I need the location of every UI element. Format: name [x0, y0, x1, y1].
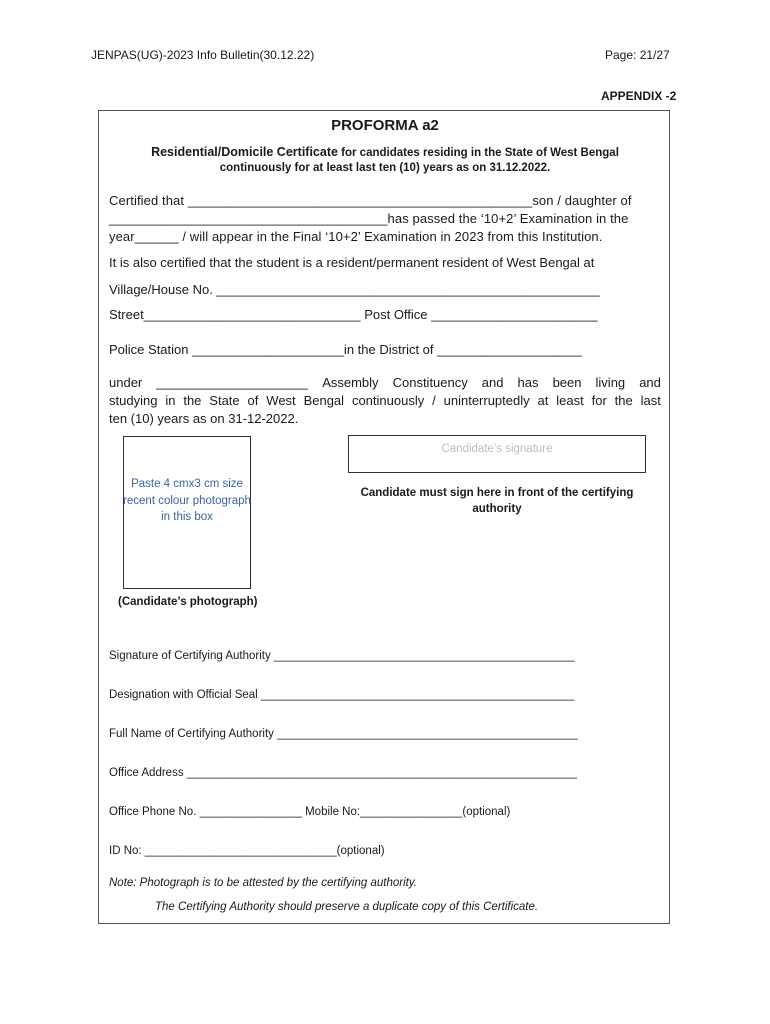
form-subtitle [0, 145, 770, 159]
word: Bengal [303, 393, 345, 408]
duplicate-copy-note: The Certifying Authority should preserve a duplicate copy of this Certificate. [155, 901, 539, 913]
authority-name-field: Full Name of Certifying Authority _______________________________________________ [109, 728, 578, 740]
word: uninterruptedly [443, 393, 530, 408]
signature-note: Candidate must sign here in front of the certifying authority [360, 487, 634, 515]
subtitle-bold: Residential/Domicile Certificate [151, 145, 338, 159]
form-title: PROFORMA a2 [331, 117, 439, 134]
form-subtitle-line2: continuously for at least last ten (10) years as on 31.12.2022. [219, 162, 551, 174]
resident-line: It is also certified that the student is a resident/permanent resident of West Bengal at [109, 255, 595, 270]
studying-line [109, 393, 661, 408]
word: of [247, 393, 259, 408]
photo-instructions: Paste 4 cmx3 cm size recent colour photograph in this box [123, 478, 251, 523]
word: Constituency [392, 375, 468, 390]
police-district-field: Police Station _____________________in the District of ____________________ [109, 342, 582, 357]
word: in [165, 393, 176, 408]
ten-years-line: ten (10) years as on 31-12-2022. [109, 411, 299, 426]
appendix-label: APPENDIX -2 [601, 89, 677, 103]
word: last [640, 393, 661, 408]
photo-attest-note: Note: Photograph is to be attested by the certifying authority. [109, 877, 417, 889]
word: has [517, 375, 539, 390]
word: under [109, 375, 143, 390]
assembly-line [109, 375, 661, 390]
word: and [639, 375, 661, 390]
id-number-field: ID No: ______________________________(optional) [109, 845, 385, 857]
word: least [556, 393, 584, 408]
street-postoffice-field: Street______________________________ Post Office _______________________ [109, 307, 598, 322]
word: _____________________ [156, 375, 309, 390]
photo-caption: (Candidate’s photograph) [118, 596, 258, 608]
subtitle-rest: for candidates residing in the State of West Bengal [337, 147, 619, 159]
word: the [183, 393, 202, 408]
passed-exam-line: ______________________________________has passed the ‘10+2’ Examination in the [109, 211, 629, 226]
page-number: Page: 21/27 [605, 48, 670, 62]
word: the [614, 393, 633, 408]
village-field: Village/House No. _____________________________________________________ [109, 282, 600, 297]
year-line: year______ / will appear in the Final ‘10+2’ Examination in 2023 from this Institution. [109, 229, 603, 244]
word: / [432, 393, 436, 408]
phone-mobile-field: Office Phone No. ________________ Mobile No:________________(optional) [109, 806, 511, 818]
word: living [595, 375, 626, 390]
word: been [552, 375, 582, 390]
word: and [481, 375, 504, 390]
word: continuously [351, 393, 425, 408]
word: at [537, 393, 549, 408]
word: Assembly [322, 375, 379, 390]
word: State [209, 393, 240, 408]
designation-field: Designation with Official Seal _________________________________________________ [109, 689, 575, 701]
word: studying [109, 393, 158, 408]
bulletin-header: JENPAS(UG)-2023 Info Bulletin(30.12.22) [91, 48, 315, 62]
certified-that-line: Certified that _______________________________________________son / daughter of [109, 193, 632, 208]
authority-signature-field: Signature of Certifying Authority _______________________________________________ [109, 650, 575, 662]
word: West [266, 393, 296, 408]
office-address-field: Office Address _____________________________________________________________ [109, 767, 577, 779]
word: for [591, 393, 607, 408]
signature-placeholder: Candidate’s signature [441, 443, 553, 455]
